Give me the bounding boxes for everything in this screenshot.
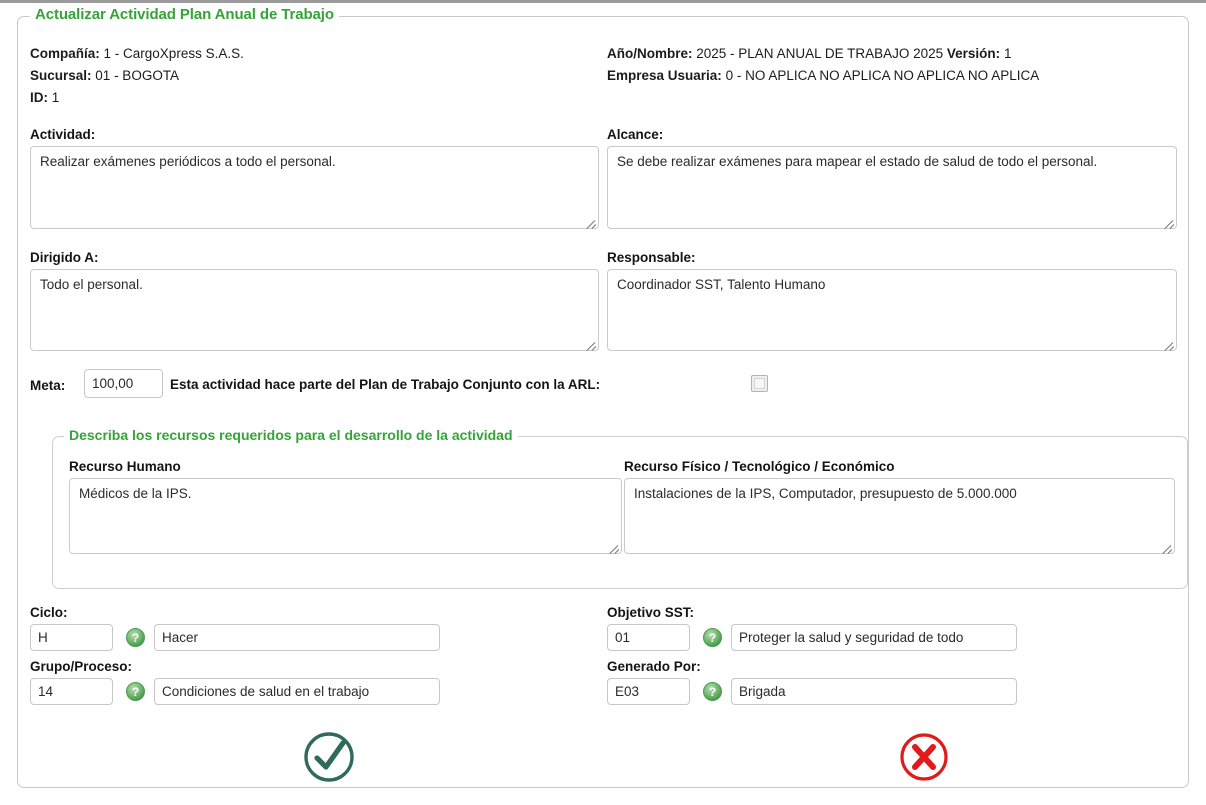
compania-value: 1 - CargoXpress S.A.S. (103, 46, 244, 61)
sucursal-info (30, 68, 179, 83)
help-question-icon[interactable] (703, 682, 722, 701)
grupo-proceso-description-input[interactable] (154, 678, 440, 705)
generado-por-code-input[interactable] (607, 678, 690, 705)
id-value: 1 (51, 90, 60, 105)
sucursal-label: Sucursal: (30, 68, 92, 83)
ciclo-description-input[interactable] (154, 624, 440, 651)
x-circle-icon (896, 729, 952, 785)
help-question-icon[interactable] (126, 628, 145, 647)
ciclo-code-input[interactable] (30, 624, 113, 651)
alcance-textarea[interactable] (607, 146, 1177, 229)
form-legend: Actualizar Actividad Plan Anual de Trabajo (30, 6, 339, 23)
check-circle-icon (301, 729, 357, 785)
recursos-fieldset (52, 427, 1188, 589)
svg-text:?: ? (708, 685, 717, 699)
arl-checkbox-inner (754, 378, 765, 389)
meta-input[interactable] (84, 369, 163, 398)
actividad-label: Actividad: (30, 127, 96, 142)
generado-por-label: Generado Por: (607, 659, 701, 674)
recurso-fisico-textarea[interactable] (624, 478, 1175, 554)
actividad-textarea[interactable] (30, 146, 599, 229)
generado-por-description-input[interactable] (731, 678, 1017, 705)
help-question-icon[interactable] (703, 628, 722, 647)
responsable-label: Responsable: (607, 250, 696, 265)
arl-checkbox-label: Esta actividad hace parte del Plan de Trabajo Conjunto con la ARL: (170, 377, 601, 392)
id-label: ID: (30, 90, 48, 105)
version-value: 1 (1003, 46, 1012, 61)
compania-label: Compañía: (30, 46, 100, 61)
accept-button[interactable] (301, 729, 357, 788)
meta-label: Meta: (30, 378, 66, 393)
empresa-usuaria-value: 0 - NO APLICA NO APLICA NO APLICA NO APLICA (725, 68, 1040, 83)
grupo-proceso-code-input[interactable] (30, 678, 113, 705)
help-question-icon[interactable] (126, 682, 145, 701)
anio-nombre-info (607, 46, 1011, 61)
recurso-fisico-label: Recurso Físico / Tecnológico / Económico (624, 459, 895, 474)
ciclo-label: Ciclo: (30, 605, 68, 620)
objetivo-sst-label: Objetivo SST: (607, 605, 695, 620)
cancel-button[interactable] (896, 729, 952, 788)
anio-nombre-value: 2025 - PLAN ANUAL DE TRABAJO 2025 (696, 46, 944, 61)
anio-nombre-label: Año/Nombre: (607, 46, 693, 61)
objetivo-sst-description-input[interactable] (731, 624, 1017, 651)
empresa-usuaria-info (607, 68, 1039, 83)
recurso-humano-textarea[interactable] (69, 478, 622, 554)
arl-checkbox[interactable] (751, 375, 768, 392)
recurso-humano-label: Recurso Humano (69, 459, 181, 474)
responsable-textarea[interactable] (607, 269, 1177, 351)
objetivo-sst-code-input[interactable] (607, 624, 690, 651)
svg-text:?: ? (131, 685, 140, 699)
dirigido-a-textarea[interactable] (30, 269, 599, 351)
id-info (30, 90, 59, 105)
grupo-proceso-label: Grupo/Proceso: (30, 659, 133, 674)
sucursal-value: 01 - BOGOTA (95, 68, 180, 83)
actividad-form-fieldset (17, 6, 1189, 788)
alcance-label: Alcance: (607, 127, 664, 142)
recursos-legend: Describa los recursos requeridos para el desarrollo de la actividad (64, 427, 518, 443)
compania-info (30, 46, 244, 61)
dirigido-a-label: Dirigido A: (30, 250, 99, 265)
empresa-usuaria-label: Empresa Usuaria: (607, 68, 722, 83)
version-label: Versión: (946, 46, 1001, 61)
svg-text:?: ? (131, 631, 140, 645)
svg-text:?: ? (708, 631, 717, 645)
